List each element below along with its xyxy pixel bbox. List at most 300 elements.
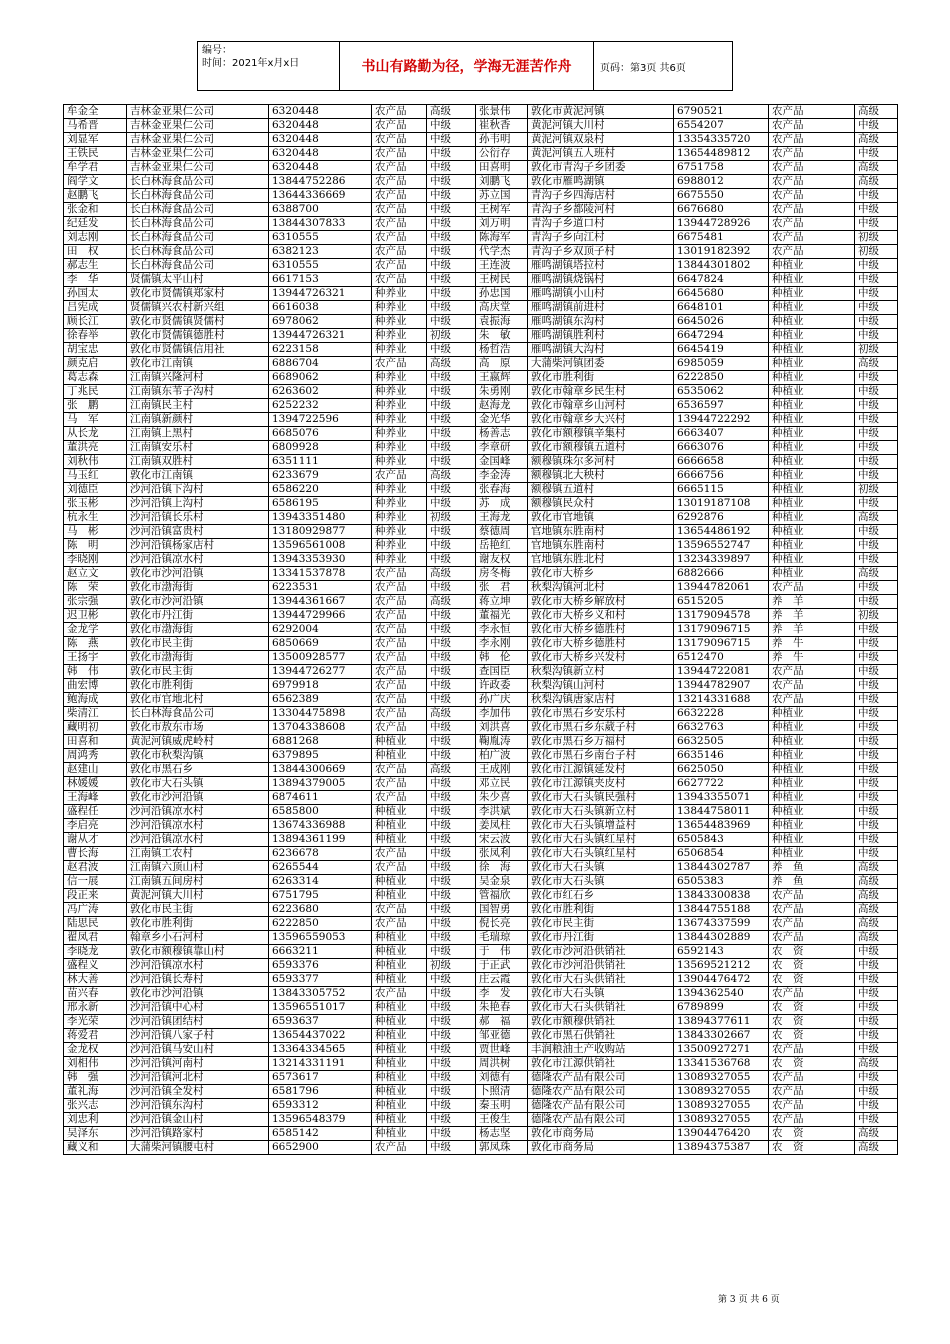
cell-field: 种养业	[372, 427, 427, 441]
table-row	[64, 133, 898, 147]
cell-unit: 沙河沿镇东沟村	[127, 1099, 269, 1113]
cell-level: 中级	[427, 1029, 476, 1043]
cell-phone: 6320448	[269, 147, 372, 161]
cell-name: 马玉红	[64, 469, 127, 483]
page-footer: 第 3 页 共 6 页	[718, 1295, 780, 1305]
cell-level: 中级	[855, 833, 898, 847]
cell-level: 中级	[855, 273, 898, 287]
cell-phone: 6585800	[269, 805, 372, 819]
cell-level: 中级	[427, 287, 476, 301]
cell-phone: 13844302889	[674, 931, 769, 945]
cell-unit: 敦化市大石头镇	[127, 777, 269, 791]
cell-level: 初级	[427, 329, 476, 343]
cell-level: 初级	[855, 245, 898, 259]
cell-phone: 6351111	[269, 455, 372, 469]
cell-name: 代学杰	[476, 245, 528, 259]
cell-phone: 13943353930	[269, 553, 372, 567]
cell-unit: 秋梨沟镇唐家店村	[528, 693, 674, 707]
cell-phone: 13844755188	[674, 903, 769, 917]
cell-unit: 沙河沿镇杨家店村	[127, 539, 269, 553]
cell-phone: 6382123	[269, 245, 372, 259]
cell-phone: 6675550	[674, 189, 769, 203]
table-row	[64, 385, 898, 399]
cell-name: 杭永生	[64, 511, 127, 525]
cell-name: 王铁民	[64, 147, 127, 161]
cell-field: 农产品	[372, 357, 427, 371]
cell-level: 中级	[427, 301, 476, 315]
cell-field: 农产品	[769, 1085, 855, 1099]
cell-field: 农 资	[769, 1001, 855, 1015]
cell-unit: 敦化市丹江街	[528, 931, 674, 945]
cell-phone: 13894379005	[269, 777, 372, 791]
cell-name: 王成刚	[476, 763, 528, 777]
cell-level: 高级	[855, 861, 898, 875]
cell-name: 张春海	[476, 483, 528, 497]
cell-field: 种植业	[769, 721, 855, 735]
table-row	[64, 1127, 898, 1141]
cell-unit: 吉林金亚果仁公司	[127, 161, 269, 175]
cell-name: 庄云霞	[476, 973, 528, 987]
cell-unit: 敦化市大石头镇	[528, 861, 674, 875]
cell-field: 农 资	[769, 1127, 855, 1141]
cell-level: 高级	[855, 1057, 898, 1071]
cell-level: 中级	[427, 1085, 476, 1099]
cell-unit: 敦化市渤海街	[127, 581, 269, 595]
cell-field: 农产品	[372, 987, 427, 1001]
cell-phone: 13944726277	[269, 665, 372, 679]
contact-table	[63, 104, 898, 1155]
table-row	[64, 1113, 898, 1127]
table-row	[64, 581, 898, 595]
cell-level: 高级	[427, 357, 476, 371]
header-meta	[198, 42, 340, 90]
table-row	[64, 623, 898, 637]
cell-level: 中级	[427, 665, 476, 679]
cell-level: 中级	[855, 1043, 898, 1057]
cell-phone: 13844758011	[674, 805, 769, 819]
cell-name: 李 华	[64, 273, 127, 287]
cell-level: 中级	[855, 693, 898, 707]
table-row	[64, 1141, 898, 1155]
table-row	[64, 1001, 898, 1015]
table-row	[64, 315, 898, 329]
cell-field: 种植业	[769, 259, 855, 273]
cell-name: 张金和	[64, 203, 127, 217]
cell-unit: 额穆镇民众村	[528, 497, 674, 511]
cell-phone: 13654486192	[674, 525, 769, 539]
cell-field: 农产品	[372, 175, 427, 189]
cell-level: 中级	[427, 189, 476, 203]
cell-phone: 6617153	[269, 273, 372, 287]
cell-phone: 13179094578	[674, 609, 769, 623]
cell-name: 刘德臣	[64, 483, 127, 497]
cell-unit: 敦化市沙河沿供销社	[528, 945, 674, 959]
cell-unit: 长白林海食品公司	[127, 245, 269, 259]
cell-level: 中级	[427, 497, 476, 511]
cell-level: 中级	[855, 581, 898, 595]
cell-name: 韩 伦	[476, 651, 528, 665]
cell-phone: 13944728926	[674, 217, 769, 231]
cell-phone: 6252232	[269, 399, 372, 413]
cell-unit: 敦化市渤海街	[127, 651, 269, 665]
cell-field: 农产品	[769, 105, 855, 119]
cell-phone: 1394362540	[674, 987, 769, 1001]
table-row	[64, 427, 898, 441]
cell-level: 中级	[855, 819, 898, 833]
cell-level: 中级	[427, 721, 476, 735]
cell-phone: 6985059	[674, 357, 769, 371]
cell-level: 中级	[427, 539, 476, 553]
cell-field: 养 鱼	[769, 861, 855, 875]
cell-name: 田喜明	[476, 161, 528, 175]
cell-unit: 敦化市沙河沿镇	[127, 791, 269, 805]
table-row	[64, 189, 898, 203]
cell-level: 高级	[855, 133, 898, 147]
cell-unit: 敦化市额穆镇五道村	[528, 441, 674, 455]
cell-field: 种植业	[372, 805, 427, 819]
cell-level: 中级	[855, 1113, 898, 1127]
cell-unit: 敦化市大桥乡德胜村	[528, 637, 674, 651]
cell-field: 种植业	[372, 959, 427, 973]
cell-phone: 6310555	[269, 259, 372, 273]
cell-level: 高级	[427, 469, 476, 483]
cell-level: 中级	[427, 231, 476, 245]
cell-phone: 13944361667	[269, 595, 372, 609]
cell-unit: 江南镇兴隆河村	[127, 371, 269, 385]
cell-phone: 13944726321	[269, 287, 372, 301]
cell-field: 种养业	[372, 497, 427, 511]
cell-name: 冯广涛	[64, 903, 127, 917]
cell-name: 孙国太	[64, 287, 127, 301]
cell-phone: 13341536768	[674, 1057, 769, 1071]
cell-phone: 6554207	[674, 119, 769, 133]
cell-name: 王海龙	[476, 511, 528, 525]
cell-name: 颜克启	[64, 357, 127, 371]
cell-phone: 6223680	[269, 903, 372, 917]
cell-level: 中级	[427, 385, 476, 399]
cell-field: 种养业	[372, 343, 427, 357]
cell-field: 种植业	[769, 525, 855, 539]
cell-unit: 敦化市民主街	[127, 903, 269, 917]
cell-level: 中级	[427, 973, 476, 987]
cell-name: 胡宝忠	[64, 343, 127, 357]
cell-level: 中级	[427, 903, 476, 917]
cell-phone: 13844752286	[269, 175, 372, 189]
cell-unit: 雁鸣湖镇前进村	[528, 301, 674, 315]
cell-name: 金龙学	[64, 623, 127, 637]
table-row	[64, 511, 898, 525]
table-row	[64, 455, 898, 469]
cell-phone: 13843302667	[674, 1029, 769, 1043]
cell-phone: 13674336988	[269, 819, 372, 833]
table-row	[64, 175, 898, 189]
cell-name: 葛志森	[64, 371, 127, 385]
cell-level: 高级	[855, 357, 898, 371]
cell-unit: 贤儒镇兴农村新兴组	[127, 301, 269, 315]
cell-name: 段正来	[64, 889, 127, 903]
cell-phone: 6676680	[674, 203, 769, 217]
cell-phone: 13596552747	[674, 539, 769, 553]
motto: 书山有路勤为径，学海无涯苦作舟	[340, 42, 594, 90]
cell-name: 陈 荣	[64, 581, 127, 595]
cell-name: 李晓龙	[64, 945, 127, 959]
cell-unit: 敦化市江源镇夹皮村	[528, 777, 674, 791]
cell-field: 农 资	[769, 959, 855, 973]
cell-field: 种植业	[769, 385, 855, 399]
cell-level: 中级	[427, 1015, 476, 1029]
cell-level: 中级	[855, 441, 898, 455]
cell-name: 赵鹏飞	[64, 189, 127, 203]
cell-phone: 13644336669	[269, 189, 372, 203]
cell-unit: 敦化市大桥乡兴发村	[528, 651, 674, 665]
cell-unit: 长白林海食品公司	[127, 189, 269, 203]
cell-field: 农产品	[769, 693, 855, 707]
cell-phone: 6789899	[674, 1001, 769, 1015]
cell-phone: 6663211	[269, 945, 372, 959]
cell-field: 农产品	[769, 217, 855, 231]
cell-field: 种植业	[372, 735, 427, 749]
cell-level: 中级	[427, 805, 476, 819]
cell-unit: 额穆镇五道村	[528, 483, 674, 497]
cell-phone: 6647824	[674, 273, 769, 287]
cell-name: 管福欣	[476, 889, 528, 903]
cell-unit: 黄泥河镇大川村	[127, 889, 269, 903]
cell-unit: 官地镇东胜南村	[528, 539, 674, 553]
cell-phone: 6263602	[269, 385, 372, 399]
table-row	[64, 147, 898, 161]
table-row	[64, 903, 898, 917]
cell-unit: 雁鸣湖镇小山村	[528, 287, 674, 301]
cell-name: 袁振海	[476, 315, 528, 329]
table-row	[64, 259, 898, 273]
table-row	[64, 1071, 898, 1085]
cell-phone: 6320448	[269, 119, 372, 133]
cell-level: 高级	[427, 567, 476, 581]
cell-name: 柏广波	[476, 749, 528, 763]
cell-field: 农产品	[372, 791, 427, 805]
table-row	[64, 945, 898, 959]
cell-field: 农 资	[769, 1029, 855, 1043]
cell-level: 中级	[427, 1099, 476, 1113]
cell-level: 中级	[855, 315, 898, 329]
cell-phone: 6625050	[674, 763, 769, 777]
cell-field: 农产品	[372, 623, 427, 637]
cell-level: 中级	[427, 735, 476, 749]
cell-field: 种植业	[769, 805, 855, 819]
cell-unit: 敦化市黑石供销社	[528, 1029, 674, 1043]
cell-phone: 13943355071	[674, 791, 769, 805]
table-row	[64, 161, 898, 175]
cell-phone: 13596561008	[269, 539, 372, 553]
cell-name: 郝 福	[476, 1015, 528, 1029]
table-row	[64, 497, 898, 511]
cell-phone: 13944782061	[674, 581, 769, 595]
cell-field: 种养业	[372, 553, 427, 567]
cell-level: 中级	[855, 371, 898, 385]
cell-level: 中级	[855, 147, 898, 161]
cell-phone: 13674337599	[674, 917, 769, 931]
table-row	[64, 889, 898, 903]
table-row	[64, 1015, 898, 1029]
cell-name: 李永恒	[476, 623, 528, 637]
cell-unit: 沙河沿镇凉水村	[127, 959, 269, 973]
cell-field: 种植业	[372, 1071, 427, 1085]
cell-unit: 敦化市敖东市场	[127, 721, 269, 735]
cell-level: 高级	[855, 511, 898, 525]
cell-phone: 13089327055	[674, 1085, 769, 1099]
table-row	[64, 231, 898, 245]
cell-unit: 黄泥河镇大川村	[528, 119, 674, 133]
cell-field: 农产品	[769, 665, 855, 679]
cell-level: 中级	[855, 413, 898, 427]
cell-field: 种植业	[372, 931, 427, 945]
cell-level: 高级	[427, 595, 476, 609]
cell-level: 高级	[855, 903, 898, 917]
table-row	[64, 917, 898, 931]
cell-phone: 6874611	[269, 791, 372, 805]
cell-phone: 13019182392	[674, 245, 769, 259]
cell-unit: 沙河沿镇长寿村	[127, 973, 269, 987]
cell-field: 种植业	[372, 973, 427, 987]
cell-level: 中级	[855, 987, 898, 1001]
cell-unit: 官地镇东胜南村	[528, 525, 674, 539]
code-label: 编号：	[202, 45, 232, 56]
cell-field: 种植业	[372, 1057, 427, 1071]
cell-name: 许政委	[476, 679, 528, 693]
cell-unit: 敦化市翰章乡山河村	[528, 399, 674, 413]
cell-phone: 6666756	[674, 469, 769, 483]
cell-field: 种植业	[769, 315, 855, 329]
cell-name: 周洪树	[476, 1057, 528, 1071]
cell-field: 养 羊	[769, 609, 855, 623]
cell-field: 种植业	[769, 287, 855, 301]
table-row	[64, 525, 898, 539]
cell-name: 从长龙	[64, 427, 127, 441]
cell-unit: 青沟子乡向江村	[528, 231, 674, 245]
cell-unit: 沙河沿镇凉水村	[127, 819, 269, 833]
cell-name: 吴泽东	[64, 1127, 127, 1141]
cell-phone: 6593377	[269, 973, 372, 987]
cell-unit: 秋梨沟镇河北村	[528, 581, 674, 595]
cell-phone: 6978062	[269, 315, 372, 329]
table-row	[64, 357, 898, 371]
cell-name: 金国峰	[476, 455, 528, 469]
cell-unit: 额穆镇珠尔多河村	[528, 455, 674, 469]
cell-field: 种植业	[769, 707, 855, 721]
cell-level: 中级	[855, 1015, 898, 1029]
cell-level: 中级	[427, 161, 476, 175]
cell-name: 张 君	[476, 581, 528, 595]
cell-unit: 敦化市青沟子乡团委	[528, 161, 674, 175]
cell-name: 房冬梅	[476, 567, 528, 581]
cell-phone: 13596548379	[269, 1113, 372, 1127]
cell-field: 种植业	[372, 889, 427, 903]
cell-unit: 敦化市黑石乡东葳子村	[528, 721, 674, 735]
cell-level: 中级	[427, 259, 476, 273]
cell-name: 吕宪成	[64, 301, 127, 315]
cell-phone: 1394722596	[269, 413, 372, 427]
cell-unit: 秋梨沟镇山河村	[528, 679, 674, 693]
cell-field: 种植业	[769, 413, 855, 427]
cell-phone: 6506854	[674, 847, 769, 861]
cell-field: 种植业	[769, 301, 855, 315]
cell-name: 牟金全	[64, 105, 127, 119]
cell-phone: 13904476420	[674, 1127, 769, 1141]
cell-phone: 6388700	[269, 203, 372, 217]
cell-unit: 敦化市胜利街	[528, 371, 674, 385]
cell-field: 种植业	[372, 1099, 427, 1113]
cell-field: 农产品	[372, 595, 427, 609]
cell-level: 中级	[427, 917, 476, 931]
cell-level: 中级	[427, 483, 476, 497]
table-row	[64, 707, 898, 721]
cell-name: 刘相伟	[64, 1057, 127, 1071]
cell-phone: 13500927271	[674, 1043, 769, 1057]
cell-level: 中级	[427, 875, 476, 889]
cell-name: 曹长海	[64, 847, 127, 861]
cell-level: 中级	[855, 945, 898, 959]
cell-unit: 德隆农产品有限公司	[528, 1085, 674, 1099]
cell-field: 种植业	[769, 497, 855, 511]
cell-phone: 13894377611	[674, 1015, 769, 1029]
cell-level: 初级	[855, 343, 898, 357]
table-row	[64, 1043, 898, 1057]
cell-phone: 13354335720	[674, 133, 769, 147]
cell-unit: 黄泥河镇威虎岭村	[127, 735, 269, 749]
cell-unit: 长白林海食品公司	[127, 231, 269, 245]
cell-level: 高级	[427, 105, 476, 119]
cell-phone: 6627722	[674, 777, 769, 791]
cell-phone: 6512470	[674, 651, 769, 665]
cell-phone: 13364334565	[269, 1043, 372, 1057]
cell-name: 杨哲浩	[476, 343, 528, 357]
cell-level: 初级	[427, 959, 476, 973]
table-row	[64, 119, 898, 133]
cell-unit: 额穆镇北大秧村	[528, 469, 674, 483]
time-label: 时间：2021年x月x日	[202, 58, 300, 69]
cell-name: 陈 燕	[64, 637, 127, 651]
cell-phone: 6505383	[674, 875, 769, 889]
cell-unit: 敦化市民主街	[127, 665, 269, 679]
cell-phone: 13843305752	[269, 987, 372, 1001]
cell-unit: 敦化市翰章乡民生村	[528, 385, 674, 399]
cell-level: 中级	[855, 1001, 898, 1015]
cell-field: 农产品	[372, 861, 427, 875]
cell-name: 徐春举	[64, 329, 127, 343]
cell-field: 农产品	[769, 231, 855, 245]
cell-name: 苏 成	[476, 497, 528, 511]
table-row	[64, 875, 898, 889]
cell-name: 藏义和	[64, 1141, 127, 1155]
cell-field: 农产品	[372, 651, 427, 665]
cell-name: 高庆堂	[476, 301, 528, 315]
cell-name: 张宗强	[64, 595, 127, 609]
cell-phone: 6979918	[269, 679, 372, 693]
cell-level: 中级	[855, 427, 898, 441]
cell-level: 高级	[855, 105, 898, 119]
table-row	[64, 441, 898, 455]
cell-level: 中级	[855, 791, 898, 805]
cell-unit: 敦化市官地镇	[528, 511, 674, 525]
cell-unit: 敦化市翰章乡大兴村	[528, 413, 674, 427]
cell-level: 中级	[427, 343, 476, 357]
table-row	[64, 273, 898, 287]
cell-phone: 6593637	[269, 1015, 372, 1029]
cell-level: 中级	[855, 665, 898, 679]
cell-phone: 13180929877	[269, 525, 372, 539]
cell-unit: 敦化市胜利街	[528, 903, 674, 917]
cell-field: 种植业	[769, 819, 855, 833]
